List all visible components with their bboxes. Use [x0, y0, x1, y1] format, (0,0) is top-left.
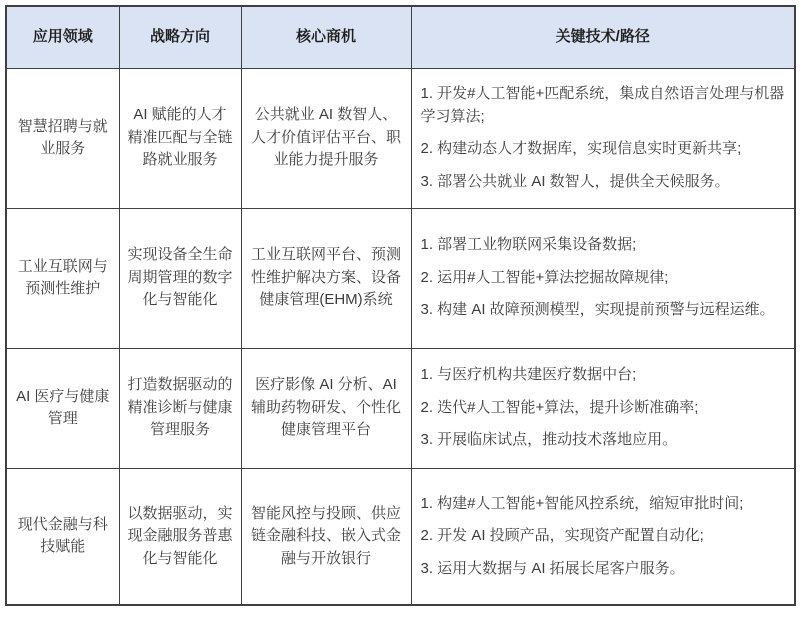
tech-path-cell	[411, 68, 795, 208]
opportunity-cell: 医疗影像 AI 分析、AI 辅助药物研发、个性化健康管理平台	[241, 348, 411, 468]
strategy-cell: AI 赋能的人才精准匹配与全链路就业服务	[119, 68, 241, 208]
table-row	[6, 208, 795, 348]
tech-item: 2. 构建动态人才数据库，实现信息实时更新共享;	[420, 140, 742, 157]
opportunity-cell: 工业互联网平台、预测性维护解决方案、设备健康管理(EHM)系统	[241, 208, 411, 348]
tech-item: 1. 开发#人工智能+匹配系统，集成自然语言处理与机器学习算法;	[420, 85, 785, 125]
tech-item: 3. 部署公共就业 AI 数智人，提供全天候服务。	[420, 172, 730, 190]
header-strategy-direction: 战略方向	[119, 6, 241, 68]
strategy-cell: 实现设备全生命周期管理的数字化与智能化	[119, 208, 241, 348]
tech-path-cell	[411, 468, 795, 605]
tech-item: 3. 运用大数据与 AI 拓展长尾客户服务。	[420, 559, 685, 577]
tech-item: 1. 构建#人工智能+智能风控系统，缩短审批时间;	[420, 494, 744, 512]
opportunity-cell: 公共就业 AI 数智人、人才价值评估平台、职业能力提升服务	[241, 68, 411, 208]
tech-item: 2. 运用#人工智能+算法挖掘故障规律;	[420, 268, 669, 286]
application-field-cell: 工业互联网与预测性维护	[6, 208, 119, 348]
table-row	[6, 68, 795, 208]
tech-item: 3. 构建 AI 故障预测模型，实现提前预警与远程运维。	[420, 301, 775, 319]
application-field-cell: AI 医疗与健康管理	[6, 348, 119, 468]
application-field-cell: 现代金融与科技赋能	[6, 468, 119, 605]
business-opportunity-table	[5, 5, 796, 606]
tech-item: 1. 与医疗机构共建医疗数据中台;	[420, 366, 637, 384]
table-row	[6, 468, 795, 605]
tech-item: 3. 开展临床试点，推动技术落地应用。	[420, 431, 678, 449]
strategy-cell: 以数据驱动，实现金融服务普惠化与智能化	[119, 468, 241, 605]
tech-item: 1. 部署工业物联网采集设备数据;	[420, 236, 637, 254]
header-core-opportunity: 核心商机	[241, 6, 411, 68]
tech-path-cell	[411, 348, 795, 468]
tech-path-cell	[411, 208, 795, 348]
header-row	[6, 6, 795, 68]
tech-item: 2. 开发 AI 投顾产品，实现资产配置自动化;	[420, 527, 704, 544]
application-field-cell: 智慧招聘与就业服务	[6, 68, 119, 208]
opportunity-cell: 智能风控与投顾、供应链金融科技、嵌入式金融与开放银行	[241, 468, 411, 605]
header-application-field: 应用领域	[6, 6, 119, 68]
header-key-tech-path: 关键技术/路径	[411, 6, 795, 68]
strategy-cell: 打造数据驱动的精准诊断与健康管理服务	[119, 348, 241, 468]
tech-item: 2. 迭代#人工智能+算法，提升诊断准确率;	[420, 398, 699, 416]
table-row	[6, 348, 795, 468]
